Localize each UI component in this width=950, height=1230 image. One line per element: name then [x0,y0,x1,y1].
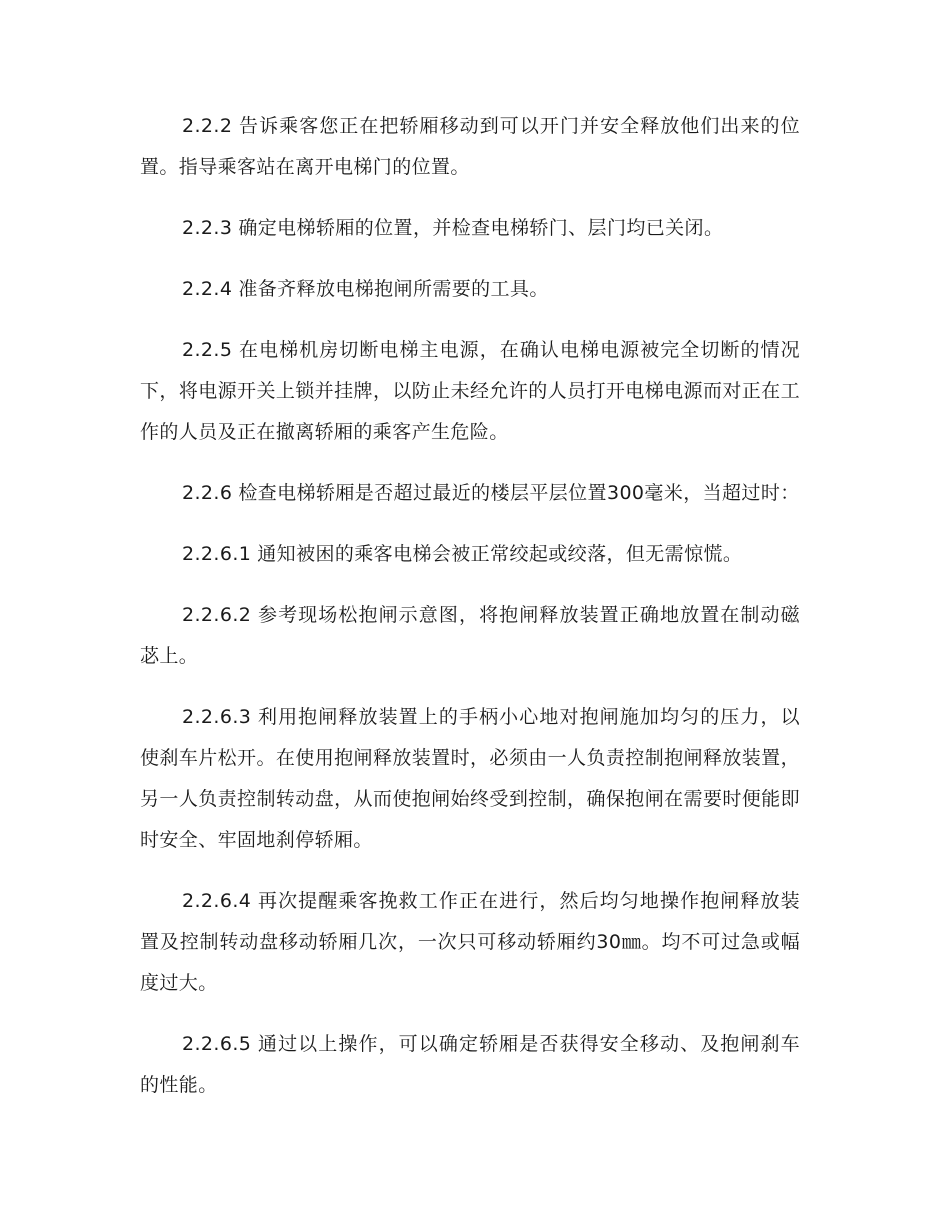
document-body [140,106,800,1126]
clause-text: 在电梯机房切断电梯主电源，在确认电梯电源被完全切断的情况下，将电源开关上锁并挂牌，以防止未经允许的人员打开电梯电源而对正在工作的人员及正在撤离轿厢的乘客产生危险。 [140,339,800,443]
paragraph-2-2-4 [140,269,800,310]
clause-number: 2.2.6.1 [182,543,252,565]
clause-text: 确定电梯轿厢的位置，并检查电梯轿门、层门均已关闭。 [238,217,724,239]
paragraph-2-2-3 [140,208,800,249]
clause-text: 利用抱闸释放装置上的手柄小心地对抱闸施加均匀的压力，以使刹车片松开。在使用抱闸释放装置时，必须由一人负责控制抱闸释放装置，另一人负责控制转动盘，从而使抱闸始终受到控制，确保抱闸在需要时便能即时安全、牢固地刹停轿厢。 [140,706,800,851]
clause-text: 通知被困的乘客电梯会被正常绞起或绞落，但无需惊慌。 [257,543,743,565]
paragraph-2-2-6-3 [140,697,800,861]
paragraph-2-2-5 [140,330,800,453]
clause-text: 再次提醒乘客挽救工作正在进行，然后均匀地操作抱闸释放装置及控制转动盘移动轿厢几次，一次只可移动轿厢约30㎜。均不可过急或幅度过大。 [140,890,800,994]
clause-text: 告诉乘客您正在把轿厢移动到可以开门并安全释放他们出来的位置。指导乘客站在离开电梯门的位置。 [140,115,800,178]
paragraph-2-2-2 [140,106,800,188]
paragraph-2-2-6-1 [140,534,800,575]
clause-text: 参考现场松抱闸示意图，将抱闸释放装置正确地放置在制动磁苾上。 [140,604,800,667]
clause-text: 准备齐释放电梯抱闸所需要的工具。 [238,278,549,300]
paragraph-2-2-6-5 [140,1024,800,1106]
clause-text: 检查电梯轿厢是否超过最近的楼层平层位置300毫米，当超过时： [238,482,800,504]
paragraph-2-2-6-2 [140,595,800,677]
clause-number: 2.2.6.5 [182,1033,252,1055]
clause-number: 2.2.4 [182,278,233,300]
clause-number: 2.2.6 [182,482,233,504]
clause-number: 2.2.5 [182,339,233,361]
clause-number: 2.2.6.3 [182,706,252,728]
clause-number: 2.2.3 [182,217,233,239]
clause-number: 2.2.6.2 [182,604,252,626]
paragraph-2-2-6-4 [140,881,800,1004]
clause-number: 2.2.2 [182,115,233,137]
clause-text: 通过以上操作，可以确定轿厢是否获得安全移动、及抱闸刹车的性能。 [140,1033,800,1096]
paragraph-2-2-6 [140,473,800,514]
clause-number: 2.2.6.4 [182,890,252,912]
